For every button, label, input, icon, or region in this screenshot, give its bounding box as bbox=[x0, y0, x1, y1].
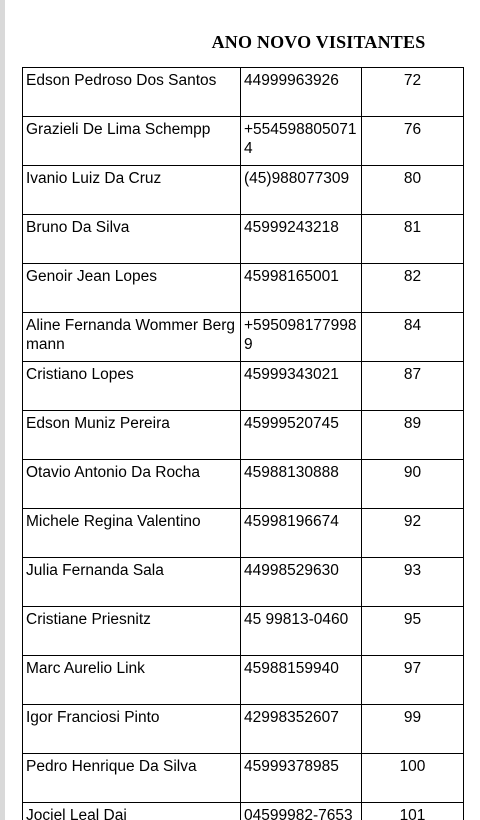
visitor-phone-cell: 44999963926 bbox=[241, 68, 362, 117]
visitor-number-cell: 87 bbox=[362, 362, 464, 411]
visitor-number-cell: 81 bbox=[362, 215, 464, 264]
visitor-phone-cell: 45999520745 bbox=[241, 411, 362, 460]
visitors-table bbox=[22, 67, 464, 820]
visitor-phone-cell: 45998165001 bbox=[241, 264, 362, 313]
visitor-phone-cell: +5950981779989 bbox=[241, 313, 362, 362]
visitor-number-cell: 97 bbox=[362, 656, 464, 705]
visitor-name-cell: Cristiane Priesnitz bbox=[23, 607, 241, 656]
visitor-phone-cell: 45999243218 bbox=[241, 215, 362, 264]
table-row bbox=[23, 166, 464, 215]
visitor-number-cell: 95 bbox=[362, 607, 464, 656]
visitor-name-cell: Jociel Leal Dai bbox=[23, 803, 241, 820]
visitor-number-cell: 92 bbox=[362, 509, 464, 558]
visitor-name-cell: Otavio Antonio Da Rocha bbox=[23, 460, 241, 509]
visitor-phone-cell: 04599982-7653 bbox=[241, 803, 362, 820]
visitor-phone-cell: (45)988077309 bbox=[241, 166, 362, 215]
table-row bbox=[23, 264, 464, 313]
visitor-number-cell: 100 bbox=[362, 754, 464, 803]
visitor-name-cell: Julia Fernanda Sala bbox=[23, 558, 241, 607]
visitor-number-cell: 80 bbox=[362, 166, 464, 215]
visitor-phone-cell: +5545988050714 bbox=[241, 117, 362, 166]
visitor-name-cell: Michele Regina Valentino bbox=[23, 509, 241, 558]
table-row bbox=[23, 411, 464, 460]
visitor-phone-cell: 45988159940 bbox=[241, 656, 362, 705]
table-row bbox=[23, 215, 464, 264]
visitor-name-cell: Ivanio Luiz Da Cruz bbox=[23, 166, 241, 215]
table-row bbox=[23, 656, 464, 705]
table-row bbox=[23, 705, 464, 754]
visitor-phone-cell: 42998352607 bbox=[241, 705, 362, 754]
visitor-number-cell: 90 bbox=[362, 460, 464, 509]
visitor-phone-cell: 45999343021 bbox=[241, 362, 362, 411]
table-row bbox=[23, 460, 464, 509]
table-row bbox=[23, 313, 464, 362]
visitor-number-cell: 72 bbox=[362, 68, 464, 117]
table-row bbox=[23, 607, 464, 656]
visitor-phone-cell: 45 99813-0460 bbox=[241, 607, 362, 656]
visitor-number-cell: 89 bbox=[362, 411, 464, 460]
visitor-phone-cell: 45988130888 bbox=[241, 460, 362, 509]
visitor-name-cell: Edson Pedroso Dos Santos bbox=[23, 68, 241, 117]
visitor-number-cell: 76 bbox=[362, 117, 464, 166]
visitor-name-cell: Cristiano Lopes bbox=[23, 362, 241, 411]
table-row bbox=[23, 509, 464, 558]
visitor-number-cell: 93 bbox=[362, 558, 464, 607]
visitor-number-cell: 101 bbox=[362, 803, 464, 820]
visitor-name-cell: Genoir Jean Lopes bbox=[23, 264, 241, 313]
visitor-name-cell: Grazieli De Lima Schempp bbox=[23, 117, 241, 166]
visitor-name-cell: Edson Muniz Pereira bbox=[23, 411, 241, 460]
visitor-phone-cell: 45999378985 bbox=[241, 754, 362, 803]
table-row bbox=[23, 754, 464, 803]
visitor-name-cell: Marc Aurelio Link bbox=[23, 656, 241, 705]
visitor-name-cell: Bruno Da Silva bbox=[23, 215, 241, 264]
table-row bbox=[23, 362, 464, 411]
page-left-border bbox=[0, 0, 5, 820]
visitor-name-cell: Pedro Henrique Da Silva bbox=[23, 754, 241, 803]
page-title: ANO NOVO VISITANTES bbox=[211, 32, 426, 52]
visitor-phone-cell: 44998529630 bbox=[241, 558, 362, 607]
visitor-number-cell: 99 bbox=[362, 705, 464, 754]
visitor-phone-cell: 45998196674 bbox=[241, 509, 362, 558]
table-row bbox=[23, 117, 464, 166]
visitor-number-cell: 84 bbox=[362, 313, 464, 362]
table-row bbox=[23, 558, 464, 607]
visitor-name-cell: Igor Franciosi Pinto bbox=[23, 705, 241, 754]
table-row bbox=[23, 68, 464, 117]
visitor-number-cell: 82 bbox=[362, 264, 464, 313]
visitor-name-cell: Aline Fernanda Wommer Bergmann bbox=[23, 313, 241, 362]
table-row bbox=[23, 803, 464, 820]
